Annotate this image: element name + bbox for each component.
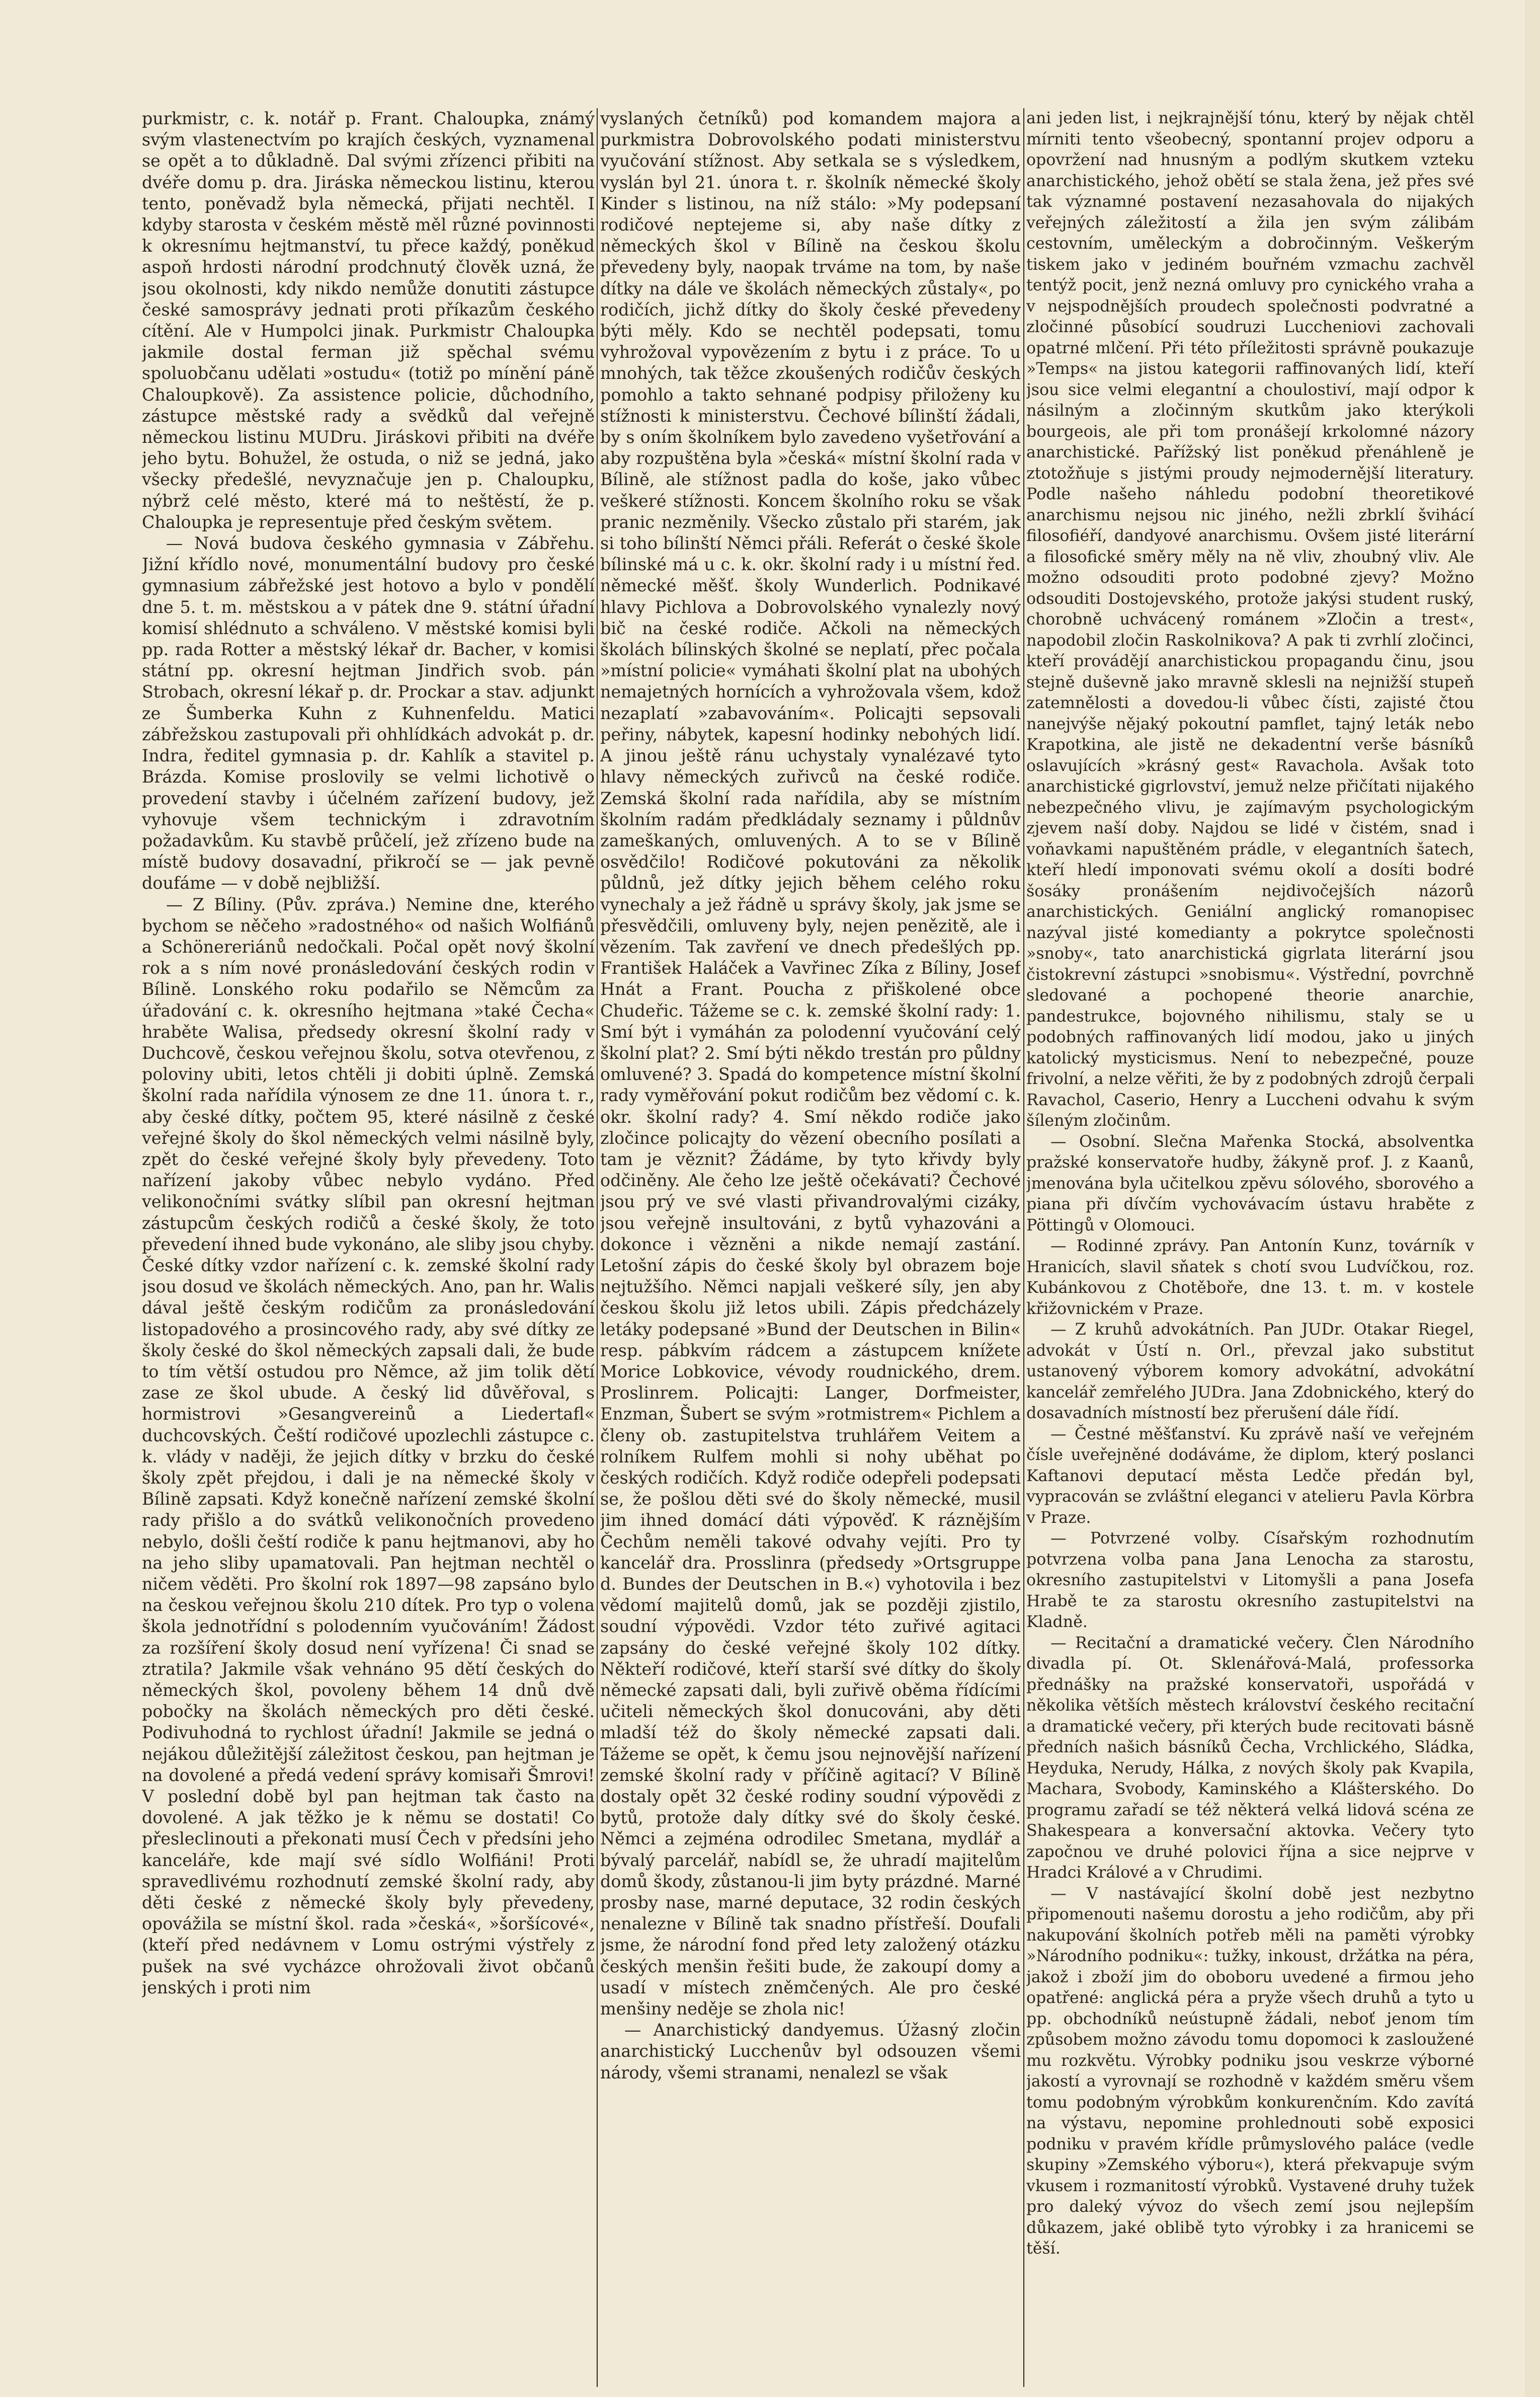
news-advocates: — Z kruhů advokátních. Pan JUDr. Otakar Riegel, advokát v Ústí n. Orl., převzal jako substitut ustanovený výborem komory advokátní, advokátní kancelář zemřelého JUDra. Jana Zdobnického, který do dosavadních místností bez přerušení dále řídí. xyxy=(1026,1321,1474,1422)
news-family: — Rodinné zprávy. Pan Antonín Kunz, továrník v Hranicích, slavil sňatek s chotí svou Ludvíčkou, roz. Kubánkovou z Chotěboře, dne 13. t. m. v kostele křižovnickém v Praze. xyxy=(1026,1237,1474,1318)
news-honorary-citizenship: — Čestné měšťanství. Ku zprávě naší ve veřejném čísle uveřejněné dodáváme, že diplom, který poslanci Kaftanovi deputací města Ledče předán byl, vypracován se zvláštní eleganci v atelieru Pavla Körbra v Praze. xyxy=(1026,1425,1474,1527)
article-zabreh-gymnasium: — Nová budova českého gymnasia v Zábřehu. Jižní křídlo nové, monumentální budovy pro české gymnasium zábřežské jest hotovo a bylo v pondělí dne 5. t. m. městskou a v pátek dne 9. státní úřadní komisí shlédnuto a schváleno. V městské komisi byli pp. rada Rotter a městský lékař dr. Bacher, v komisi státní pp. okresní hejtman Jindřich svob. pán Strobach, okresní lékař p. dr. Prockar a stav. adjunkt ze Šumberka Kuhn z Kuhnenfeldu. Matici zábřežskou zastupovali při ohhlídkách advokát p. dr. Indra, ředitel gymnasia p. dr. Kahlík a stavitel p. Brázda. Komise proslovily se velmi lichotivě o provedení stavby i účelném zařízení budovy, jež vyhovuje všem technickým i zdravotním požadavkům. Ku stavbě průčelí, jež zřízeno bude na místě budovy dosavadní, přikročí se — jak pevně doufáme — v době nejbližší. xyxy=(142,533,595,893)
page-edge xyxy=(1525,0,1540,2397)
article-anarchist-continued: ani jeden list, i nejkrajnější tónu, který by nějak chtěl mírniti tento všeobecný, spontanní projev odporu a opovržení nad hnusným a podlým skutkem vzteku anarchistického, jehož obětí se stala žena, jež přes své tak významné postavení nezasahovala do nijakých veřejných záležitostí a žila jen svým zálibám cestovním, uměleckým a dobročinným. Veškerým tiskem jako v jediném bouřném vzmachu zachvěl tentýž pocit, jenž nezná omluvy pro cynického vraha a v nejspodnějších proudech společnosti podvratné a zločinné působící soudruzi Luccheniovi zachovali opatrné mlčení. Při této příležitosti správně poukazuje »Temps« na jistou kategorii raffinovaných lidí, kteří jsou sice velmi elegantní a choulostiví, mají odpor k násilným a zločinným skutkům jako kterýkoli bourgeois, ale při tom pronášejí krkolomné názory anarchistické. Pařížský list poněkud přenáhleně je ztotožňuje s jistými proudy nejmodernější literatury. Podle našeho náhledu podobní theoretikové anarchismu nejsou nic jiného, nežli zbrklí švihácí filosofiéří, dandyové anarchismu. Ovšem jisté literární a filosofické směry měly na ně vliv, zhoubný vliv. Ale možno odsouditi proto podobné zjevy? Možno odsouditi Dostojevského, protože jakýsi student ruský, chorobně uchvácený románem »Zločin a trest«, napodobil zločin Raskolnikova? A pak ti zvrhlí zločinci, kteří provádějí anarchistickou propagandu činu, jsou stejně duševně jako mravně sklesli na nejnižší stupeň zatemnělosti a dovedou-li vůbec čísti, zajisté čtou nanejvýše nějaký pokoutní pamflet, tajný leták nebo Krapotkina, ale jistě ne dekadentní verše básníků oslavujících »krásný gest« Ravachola. Avšak toto anarchistické gigrlovství, jemuž nelze přičítati nijakého nebezpečného vlivu, je zajímavým psychologickým zjevem naší doby. Najdou se lidé v čistém, snad i voňavkami napuštěném prádle, v elegantních šatech, kteří hledí imponovati svému okolí a dosíti bodré šosáky pronášením nejdivočejších názorů anarchistických. Geniální anglický romanopisec nazýval jisté komedianty a pokrytce společnosti »snoby«, tato anarchistická gigrlata literární jsou čistokrevní zástupci »snobismu«. Výstřední, povrchně sledované a pochopené theorie anarchie, pandestrukce, bojovného nihilismu, staly se u podobných raffinovaných lidí modou, jako u jiných katolický mysticismus. Není to nebezpečné, pouze frivolní, a nelze věřiti, že by z podobných zdrojů čerpali Ravachol, Caserio, Henry a Luccheni odvahu k svým šíleným zločinům. xyxy=(1026,109,1474,1130)
news-elections: — Potvrzené volby. Císařským rozhodnutím potvrzena volba pana Jana Lenocha za starostu, okresního zastupitelstvi v Litomyšli a pana Josefa Hrabě te za starostu okresního zastupitelstvi na Kladně. xyxy=(1026,1529,1474,1631)
news-school-supplies: — V nastávající školní době jest nezbytno připomenouti našemu dorostu a jeho rodičům, aby při nakupování školních potřeb měli na paměti výrobky »Národního podniku«: tužky, inkoust, držátka na péra, jakož i zboží jim do oboboru uvedené a firmou jeho opatřené: anglická péra a pryže všech druhů a tyto u pp. obchodníků neústupně žádali, neboť jenom tím způsobem možno závodu tomu dopomoci k zasloužené mu rozkvětu. Výrobky podniku jsou veskrze výborné jakostí a vyrovnají se rozhodně v každém směru všem tomu podobným výrobkům konkurenčním. Kdo zavítá na výstavu, nepomine prohlednouti sobě exposici podniku v pravém křídle průmyslového paláce (vedle skupiny »Zemského výboru«), která překvapuje svým vkusem i rozmanitostí výrobků. Vystavené druhy tužek pro daleký vývoz do všech zemí jsou nejlepším důkazem, jaké oblibě tyto výrobky i za hranicemi se těší. xyxy=(1026,1884,1474,2258)
article-bilina-continued: vyslaných četníků) pod komandem majora a purkmistra Dobrovolského podati ministerstvu vyučování stížnost. Aby setkala se s výsledkem, vyslán byl 21. února t. r. školník německé školy Kinder s listinou, na níž stálo: »My podepsaní rodičové neptejeme si, aby naše dítky z německých škol v Bílině na českou školu převedeny byly, naopak trváme na tom, by naše dítky na dále ve školách německých zůstaly«, po rodičích, jichž dítky do školy české převedeny býti měly. Kdo se nechtěl podepsati, tomu vyhrožoval vypovězením z bytu i z práce. To u mnohých, tak těžce zkoušených rodičův českých pomohlo a takto sehnané podpisy přiloženy ku stížnosti k ministerstvu. Čechové bílinští žádali, by s oním školníkem bylo zavedeno vyšetřování a aby rozpuštěna byla »česká« místní školní rada v Bílině, ale stížnost padla do koše, jako vůbec veškeré stížnosti. Koncem školního roku se však pranic nezměnily. Všecko zůstalo při starém, jak si toho bílinští Němci přáli. Referát o české škole bílinské má u c. k. okr. školní rady i u místní řed. německé měšť. školy Wunderlich. Podnikavé hlavy Pichlova a Dobrovolského vynalezly nový bič na české rodiče. Ačkoli na německých školách bílinských školné se neplatí, přec počala »místní policie« vymáhati školní plat na ubohých nemajetných hornících a vyhrožovala všem, kdož nezaplatí »zabavováním«. Policajti sepsovali peřiny, nábytek, kapesní hodinky nebohých lidí. A jinou ještě ránu uchystaly vynalézavé tyto hlavy německých zuřivců na české rodiče. Zemská školní rada nařídila, aby se místním školním radám předkládaly seznamy i půldnův zameškaných, omluvených. A to se v Bílině osvědčilo! Rodičové pokutováni za několik půldnů, jež dítky jejich během celého roku vynechaly a jež řádně u správy školy, jak jsme se přesvědčili, omluveny byly, nejen penězitě, ale i vězením. Tak zavření ve dnech předešlých pp. František Haláček a Vavřinec Zíka z Bíliny, Josef Hnát a Frant. Poucha z přiškolené obce Chudeřic. Tážeme se c. k. zemské školní rady: 1. Smí být i vymáhán za polodenní vyučování celý školní plat? 2. Smí býti někdo trestán pro půldny omluvené? 3. Spadá do kompetence místní školní rady vyměřování pokut rodičům bez vědomí c. k. okr. školní rady? 4. Smí někdo rodiče jako zločince policajty do vězení obecního posílati a tam je věznit? Žádáme, by tyto křivdy byly odčiněny. Ale čeho lze ještě očekávati? Čechové jsou prý ve své vlasti přivandrovalými cizáky, jsou veřejně insultováni, z bytů vyhazováni a dokonce i vězněni a nikde nemají zastání. Letošní zápis do české školy byl obrazem boje nejtužšího. Němci napjali veškeré síly, jen aby českou školu již letos ubili. Zápis předcházely letáky podepsané »Bund der Deutschen in Bilin« resp. pábkvím rádcem a zástupcem knížete Morice Lobkovice, vévody roudnického, drem. Proslinrem. Policajti: Langer, Dorfmeister, Enzman, Šubert se svým »rotmistrem« Pichlem a členy ob. zastupitelstva truhlářem Veitem a rolníkem Rulfem mohli si nohy uběhat po českých rodičích. Když rodiče odepřeli podepsati se, že pošlou děti své do školy německé, musil jim ihned domácí dáti výpověď. K ráznějším Čechům neměli takové odvahy vejíti. Pro ty kancelář dra. Prosslinra (předsedy »Ortsgruppe d. Bundes der Deutschen in B.«) vyhotovila i bez vědomí majitelů domů, jak se později zjistilo, soudní výpovědi. Vzdor této zuřivé agitaci zapsány do české veřejné školy 102 dítky. Někteří rodičové, kteří starší své dítky do školy německé zapsati dali, byli zuřivě oběma řídícími učiteli německých škol donucováni, aby děti mladší též do školy německé zapsati dali. Tážeme se opět, k čemu jsou nejnovější nařízení zemské školní rady v příčině agitací? V Bílině dostaly opět 32 české rodiny soudní výpovědi z bytů, protože daly dítky své do školy české. Němci a zejména odrodilec Smetana, mydlář a bývalý parcelář, nabídl se, že uhradí majitelům domů škody, zůstanou-li jim byty prázdné. Marné prosby nase, marné deputace, 32 rodin českých nenalezne v Bílině tak snadno přístřeší. Doufali jsme, že národní fond před lety založený otázku českých menšin řešiti bude, že zakoupí domy a usadí v místech zněmčených. Ale pro české menšiny neděje se zhola nic! xyxy=(600,109,1021,2019)
article-bilina: — Z Bíliny. (Pův. zpráva.) Nemine dne, kterého bychom se něčeho »radostného« od našich Wolfiánů a Schönereriánů nedočkali. Počal opět nový školní rok a s ním nové pronásledování českých rodin v Bílině. Lonského roku podařilo se Němcům za úřadování c. k. okresního hejtmana »také Čecha« hraběte Walisa, předsedy okresní školní rady v Duchcově, českou veřejnou školu, sotva otevřenou, z poloviny ubiti, letos chtěli ji dobiti úplně. Zemská školní rada nařídila výnosem ze dne 11. února t. r., aby české dítky, počtem 95, které násilně z české veřejné školy do škol německých velmi násilně byly, zpět do české veřejné školy byly převedeny. Toto nařízení jakoby vůbec nebylo vydáno. Před velikonočními svátky slíbil pan okresní hejtman zástupcům českých rodičů a české školy, že toto převedení ihned bude vykonáno, ale sliby jsou chyby. České dítky vzdor nařízení c. k. zemské školní rady jsou dosud ve školách německých. Ano, pan hr. Walis dával ještě českým rodičům za pronásledování listopadového a prosincového rady, aby své dítky ze školy české do škol německých zapsali dali, že bude to tím větší ostudou pro Němce, až jim tolik dětí zase ze škol ubude. A český lid důvěřoval, s hormistrovi »Gesangvereinů a Liedertafl« duchcovských. Čeští rodičové upozlechli zástupce c. k. vlády v naději, že jejich dítky v brzku do české školy zpět přejdou, i dali je na německé školy v Bílině zapsati. Když konečně nařízení zemské školní rady přišlo a do svátků velikonočních provedeno nebylo, došli čeští rodiče k panu hejtmanovi, aby ho na jeho sliby upamatovali. Pan hejtman nechtěl o ničem věděti. Pro školní rok 1897—98 zapsáno bylo na českou veřejnou školu 210 dítek. Pro typ o volena škola jednotřídní s polodenním vyučováním! Žádost za rozšíření školy dosud není vyřízena! Či snad se ztratila? Jakmile však vehnáno 95 dětí českých do německých škol, povoleny během 14 dnů dvě pobočky na školách německých pro děti české. Podivuhodná to rychlost úřadní! Jakmile se jedná o nejákou důležitější záležitost českou, pan hejtman je na dovolené a předá vedení správy komisaři Šmrovi! V poslední době byl pan hejtman tak často na dovolené. A jak těžko je k němu se dostati! Co přesleclinouti a překonati musí Čech v předsíni jeho kanceláře, kde mají své sídlo Wolfiáni! Proti spravedlivému rozhodnutí zemské školní rady, aby děti české z německé školy byly převedeny, opovážila se místní škol. rada »česká«, »šoršícové«, (kteří před nedávnem v Lomu ostrými výstřely z pušek na své vycházce ohrožovali život občanů jenských i proti nim xyxy=(142,894,595,1997)
article-humpolec: purkmistr, c. k. notář p. Frant. Chaloupka, známý svým vlastenectvím po krajích českých, vyznamenal se opět a to důkladně. Dal svými zřízenci přibiti na dvéře domu p. dra. Jiráska německou listinu, kterou tento, poněvadž byla německá, přijati nechtěl. I kdyby starosta v českém městě měl různé povinnosti k okresnímu hejtmanství, tu přece každý, poněkud aspoň hrdosti národní prodchnutý člověk uzná, že jsou okolnosti, kdy nikdo nemůže donutiti zástupce české samosprávy jednati proti příkazům českého cítění. Ale v Humpolci jinak. Purkmistr Chaloupka jakmile dostal ferman již spěchal svému spoluobčanu udělati »ostudu« (totiž po mínění páně Chaloupkově). Za assistence policie, důchodního, zástupce městské rady a svědků dal veřejně německou listinu MUDru. Jiráskovi přibiti na dvéře jeho bytu. Bohužel, že ostuda, o niž se jedná, jako všecky předešlé, nevyznačuje jen p. Chaloupku, nýbrž celé město, které má to neštěstí, že p. Chaloupka je representuje před českým světem. xyxy=(142,109,595,532)
article-anarchist-dandyism: — Anarchistický dandyemus. Úžasný zločin anarchistický Lucchenův byl odsouzen všemi národy, všemi stranami, nenalezl se však xyxy=(600,2020,1021,2082)
column-rule xyxy=(1023,108,1024,2387)
column-middle xyxy=(600,108,1021,2387)
column-left xyxy=(142,108,595,2387)
column-right xyxy=(1026,108,1474,2387)
news-personal: — Osobní. Slečna Mařenka Stocká, absolventka pražské konservatoře hudby, žákyně prof. J. z Kaanů, jmenována byla učitelkou zpěvu sólového, sborového a piana při dívčím vychovávacím ústavu hraběte z Pöttingů v Olomouci. xyxy=(1026,1132,1474,1234)
news-recitation-evenings: — Recitační a dramatické večery. Člen Národního divadla pí. Ot. Sklenářová-Malá, professorka přednášky na pražské konservatoři, uspořádá v několika větších městech království českého recitační a dramatické večery, při kterých bude recitovati básně předních našich básníků Čecha, Vrchlického, Sládka, Heyduka, Nerudy, Hálka, z nových školy pak Kvapila, Machara, Svobody, Kaminského a Klášterského. Do programu zařadí se též některá velká lidová scéna ze Shakespeara a konversační aktovka. Večery tyto započnou ve druhé polovici října a sice nejprve v Hradci Králové a v Chrudimi. xyxy=(1026,1634,1474,1882)
column-rule xyxy=(597,108,598,2387)
